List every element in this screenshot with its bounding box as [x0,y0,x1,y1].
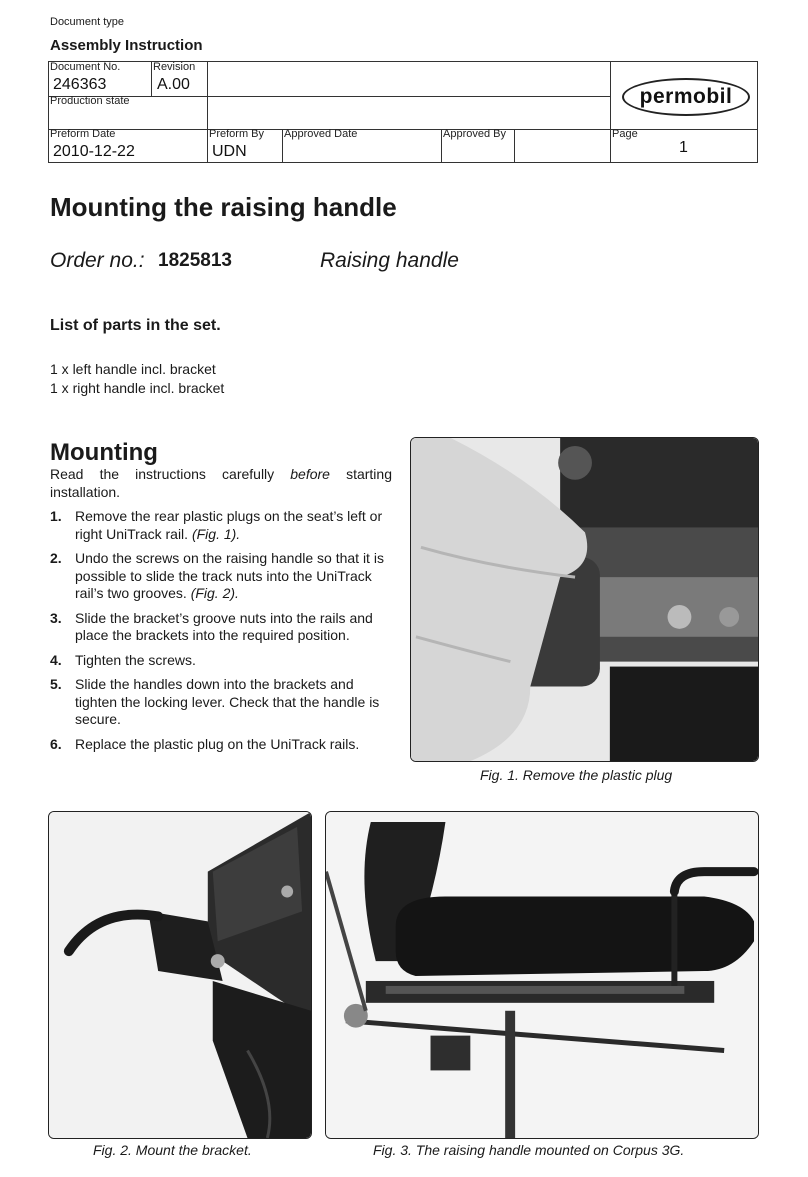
preform-date-value: 2010-12-22 [53,143,135,160]
revision-label: Revision [153,61,196,73]
step-number: 1. [50,508,62,524]
list-item: 1 x left handle incl. bracket [50,361,216,377]
parts-heading: List of parts in the set. [50,317,221,334]
mounting-intro [50,465,392,501]
order-description: Raising handle [320,249,459,272]
step-text: Tighten the screws. [75,651,196,668]
figure-2-caption: Fig. 2. Mount the bracket. [93,1142,252,1158]
approved-date-label: Approved Date [284,128,358,140]
step-number: 2. [50,550,62,566]
document-type-label: Document type [50,16,124,28]
figure-3-illustration [326,812,758,1138]
order-number: 1825813 [158,250,232,271]
document-type-value: Assembly Instruction [50,37,203,54]
list-item [50,676,394,729]
table-divider [151,62,152,96]
revision-value: A.00 [157,76,190,93]
list-item [50,550,394,603]
figure-3-caption: Fig. 3. The raising handle mounted on Corpus 3G. [373,1142,685,1158]
permobil-logo: permobil [622,78,750,116]
list-item [50,652,394,670]
list-item: 1 x right handle incl. bracket [50,380,225,396]
figure-2-photo [48,811,312,1139]
order-label: Order no.: [50,249,145,272]
intro-text: Read the instructions carefully [50,466,291,482]
mounting-heading: Mounting [50,439,158,466]
parts-list [50,360,224,398]
step-number: 5. [50,676,62,692]
page-label: Page [612,128,638,140]
intro-text: starting installation. [50,466,392,500]
intro-emphasis: before [290,466,330,482]
mounting-steps [50,508,394,760]
figure-1-photo [410,437,759,762]
table-divider [49,129,757,130]
figure-1-caption: Fig. 1. Remove the plastic plug [480,767,673,783]
table-divider [207,129,208,162]
doc-no-label: Document No. [50,61,121,73]
step-text: Replace the plastic plug on the UniTrack rails. [75,735,360,752]
preform-date-label: Preform Date [50,128,116,140]
list-item [50,736,394,754]
table-divider [282,129,283,162]
approved-by-label: Approved By [443,128,506,140]
step-text: Slide the bracket’s groove nuts into the rails and place the brackets into the required position. [75,609,373,643]
list-item [50,508,394,543]
list-item [50,610,394,645]
page-number: 1 [679,139,688,156]
figure-2-illustration [49,812,311,1138]
table-divider [514,129,515,162]
figure-1-illustration [411,438,758,761]
preform-by-value: UDN [212,143,247,160]
table-divider [441,129,442,162]
table-divider [49,96,610,97]
step-text: Undo the screws on the raising handle so that it is possible to slide the track nuts into the UniTrack rail’s two grooves. [75,550,384,601]
doc-no-value: 246363 [53,76,107,93]
step-number: 6. [50,735,62,752]
preform-by-label: Preform By [209,128,265,140]
step-text: Remove the rear plastic plugs on the seat’s left or right UniTrack rail. [75,508,383,542]
production-state-label: Production state [50,95,130,107]
step-number: 4. [50,651,62,668]
step-number: 3. [50,609,62,626]
step-figure-ref: (Fig. 1). [191,525,241,542]
table-divider [610,62,611,162]
step-text: Slide the handles down into the brackets and tighten the locking lever. Check that the handle is secure. [75,676,380,727]
page-title: Mounting the raising handle [50,192,397,222]
figure-3-photo [325,811,759,1139]
step-figure-ref: (Fig. 2). [190,585,239,601]
